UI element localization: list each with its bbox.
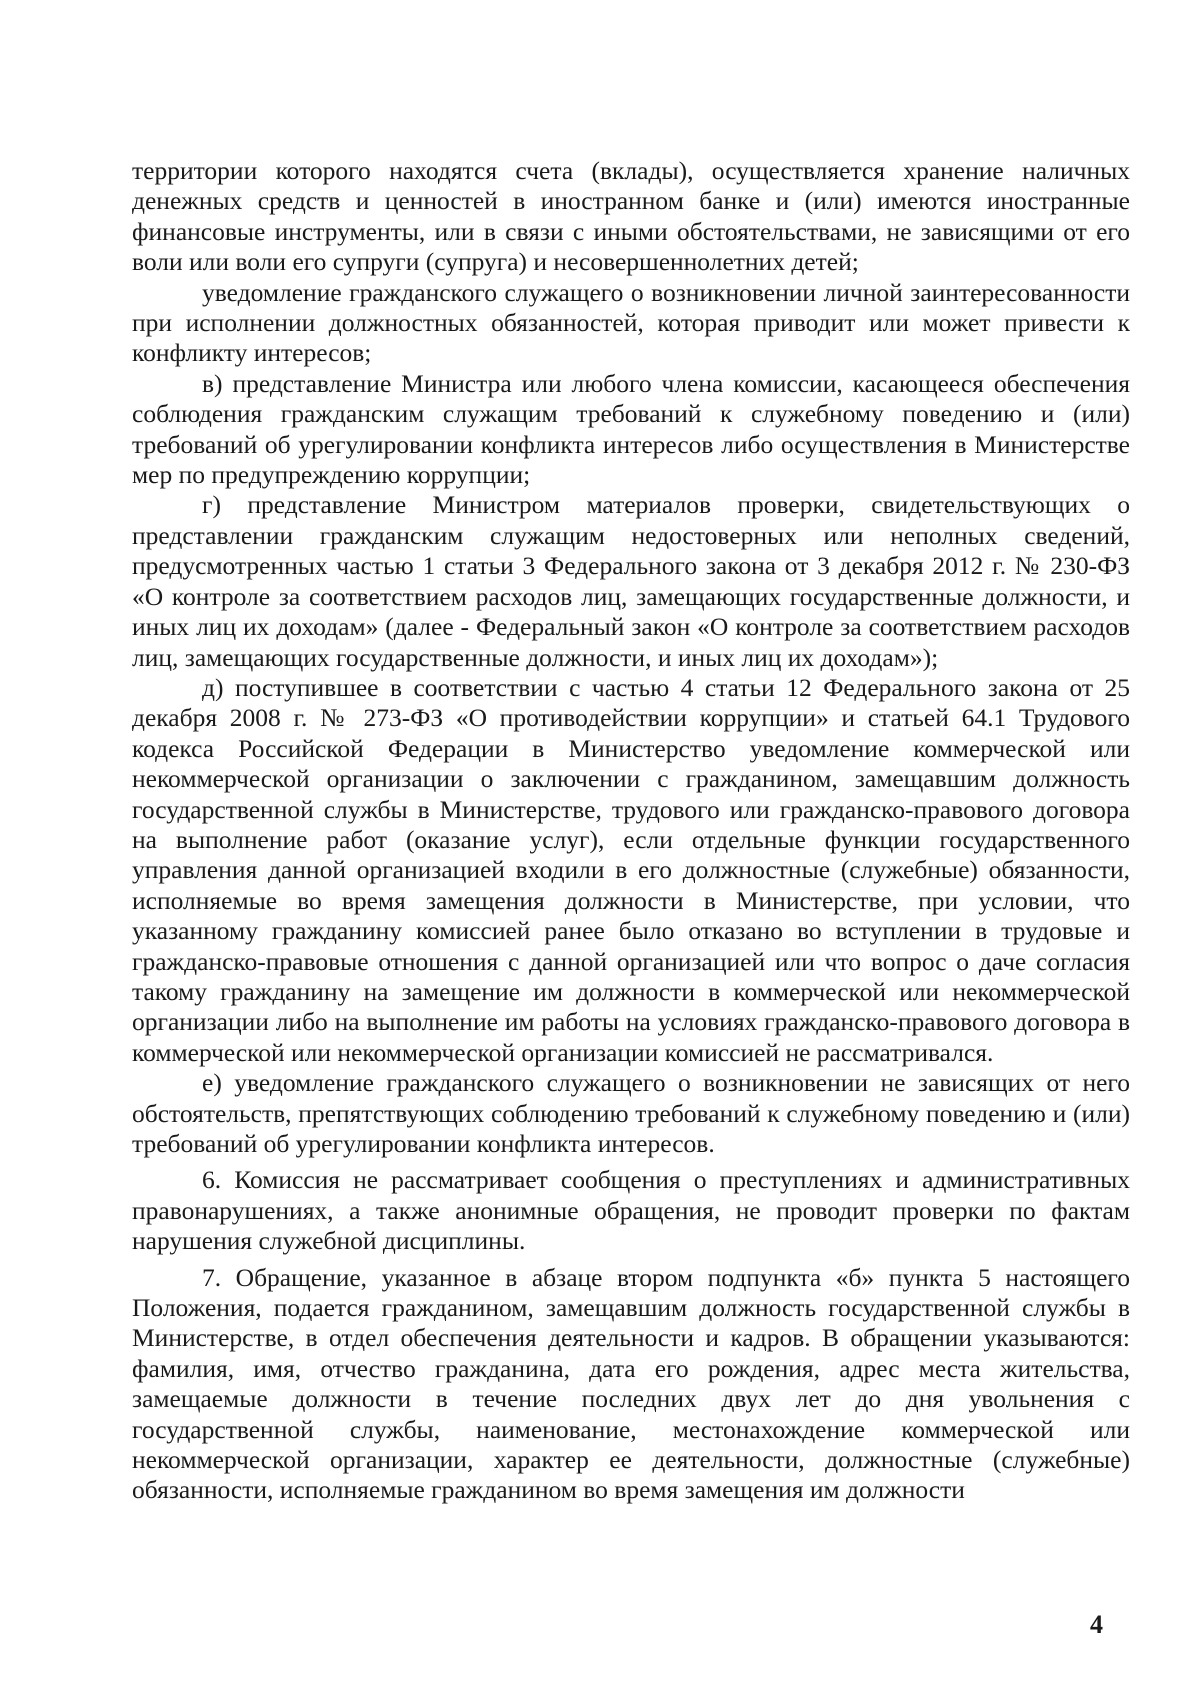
paragraph-continuation-foreign-assets: территории которого находятся счета (вклады), осуществляется хранение наличных денежных средств и ценностей в иностранном банке и (или) имеются иностранные финансовые инструменты, или в связи с иными обстоятельствами, не зависящими от его воли или воли его супруги (супруга) и несовершеннолетних детей; xyxy=(132,156,1130,277)
paragraph-point-6: 6. Комиссия не рассматривает сообщения о преступлениях и административных правонарушениях, а также анонимные обращения, не проводит проверки по фактам нарушения служебной дисциплины. xyxy=(132,1165,1130,1256)
paragraph-item-e: е) уведомление гражданского служащего о возникновении не зависящих от него обстоятельств, препятствующих соблюдению требований к служебному поведению и (или) требований об урегулировании конфликта интересов. xyxy=(132,1068,1130,1158)
document-body xyxy=(132,156,1130,1506)
page-number: 4 xyxy=(1090,1610,1103,1639)
paragraph-item-v: в) представление Министра или любого члена комиссии, касающееся обеспечения соблюдения гражданским служащим требований к служебному поведению и (или) требований об урегулировании конфликта интересов либо осуществления в Министерстве мер по предупреждению коррупции; xyxy=(132,368,1130,490)
paragraph-point-7: 7. Обращение, указанное в абзаце втором подпункта «б» пункта 5 настоящего Положения, подается гражданином, замещавшим должность государственной службы в Министерстве, в отдел обеспечения деятельности и кадров. В обращении указываются: фамилия, имя, отчество гражданина, дата его рождения, адрес места жительства, замещаемые должности в течение последних двух лет до дня увольнения с государственной службы, наименование, местонахождение коммерческой или некоммерческой организации, характер ее деятельности, должностные (служебные) обязанности, исполняемые гражданином во время замещения им должности xyxy=(132,1262,1130,1505)
paragraph-item-g: г) представление Министром материалов проверки, свидетельствующих о представлении гражданским служащим недостоверных или неполных сведений, предусмотренных частью 1 статьи 3 Федерального закона от 3 декабря 2012 г. № 230-ФЗ «О контроле за соответствием расходов лиц, замещающих государственные должности, и иных лиц их доходам» (далее - Федеральный закон «О контроле за соответствием расходов лиц, замещающих государственные должности, и иных лиц их доходам»); xyxy=(132,490,1130,672)
paragraph-personal-interest-notice: уведомление гражданского служащего о возникновении личной заинтересованности при исполнении должностных обязанностей, которая приводит или может привести к конфликту интересов; xyxy=(132,277,1130,368)
paragraph-item-d: д) поступившее в соответствии с частью 4 статьи 12 Федерального закона от 25 декабря 2008 г. № 273-ФЗ «О противодействии коррупции» и статьей 64.1 Трудового кодекса Российской Федерации в Министерство уведомление коммерческой или некоммерческой организации о заключении с гражданином, замещавшим должность государственной службы в Министерстве, трудового или гражданско-правового договора на выполнение работ (оказание услуг), если отдельные функции государственного управления данной организацией входили в его должностные (служебные) обязанности, исполняемые во время замещения должности в Министерстве, при условии, что указанному гражданину комиссией ранее было отказано во вступлении в трудовые и гражданско-правовые отношения с данной организацией или что вопрос о даче согласия такому гражданину на замещение им должности в коммерческой или некоммерческой организации либо на выполнение им работы на условиях гражданско-правового договора в коммерческой или некоммерческой организации комиссией не рассматривался. xyxy=(132,672,1130,1067)
